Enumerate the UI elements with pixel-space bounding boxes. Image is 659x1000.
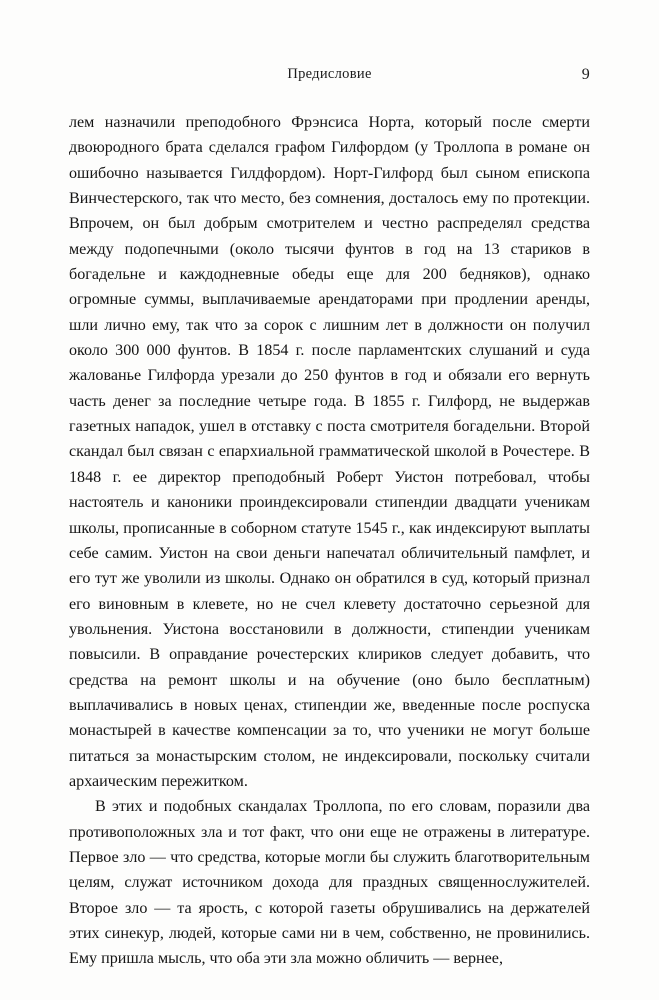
paragraph: лем назначили преподобного Фрэнсиса Норта, который после смерти двоюродного брата сделался графом Гилфордом (у Троллопа в романе он ошибочно называется Гилдфордом). Норт-Гилфорд был сыном епископа Винчестерского, так что место, без сомнения, досталось ему по протекции. Впрочем, он был добрым смотрителем и честно распределял средства между подопечными (около тысячи фунтов в год на 13 стариков в богадельне и каждодневные обеды еще для 200 бедняков), однако огромные суммы, выплачиваемые арендаторами при продлении аренды, шли лично ему, так что за сорок с лишним лет в должности он получил около 300 000 фунтов. В 1854 г. после парламентских слушаний и суда жалованье Гилфорда урезали до 250 фунтов в год и обязали его вернуть часть денег за последние четыре года. В 1855 г. Гилфорд, не выдержав газетных нападок, ушел в отставку с поста смотрителя богадельни. Второй скандал был связан с епархиальной грамматической школой в Рочестере. В 1848 г. ее директор преподобный Роберт Уистон потребовал, чтобы настоятель и каноники проиндексировали стипендии двадцати ученикам школы, прописанные в соборном статуте 1545 г., как индексируют выплаты себе самим. Уистон на свои деньги напечатал обличительный памфлет, и его тут же уволили из школы. Однако он обратился в суд, который признал его виновным в клевете, но не счел клевету достаточно серьезной для увольнения. Уистона восстановили в должности, стипендии ученикам повысили. В оправдание рочестерских клириков следует добавить, что средства на ремонт школы и на обучение (оно было бесплатным) выплачивались в новых ценах, стипендии же, введенные после роспуска монастырей в качестве компенсации за то, что ученики не могут больше питаться за монастырским столом, не индексировали, поскольку считали архаическим пережитком. — [69, 114, 590, 790]
page-number: 9 — [581, 66, 590, 83]
body-text — [69, 110, 590, 972]
paragraph: В этих и подобных скандалах Троллопа, по его словам, поразили два противоположных зла и тот факт, что они еще не отражены в литературе. Первое зло — что средства, которые могли бы служить благотворительным целям, служат источником дохода для праздных священнослужителей. Второе зло — та ярость, с которой газеты обрушивались на держателей этих синекур, людей, которые сами ни в чем, собственно, не провинились. Ему пришла мысль, что оба эти зла можно обличить — вернее, — [69, 798, 590, 968]
running-head-title: Предисловие — [287, 66, 372, 82]
running-head — [69, 66, 590, 86]
